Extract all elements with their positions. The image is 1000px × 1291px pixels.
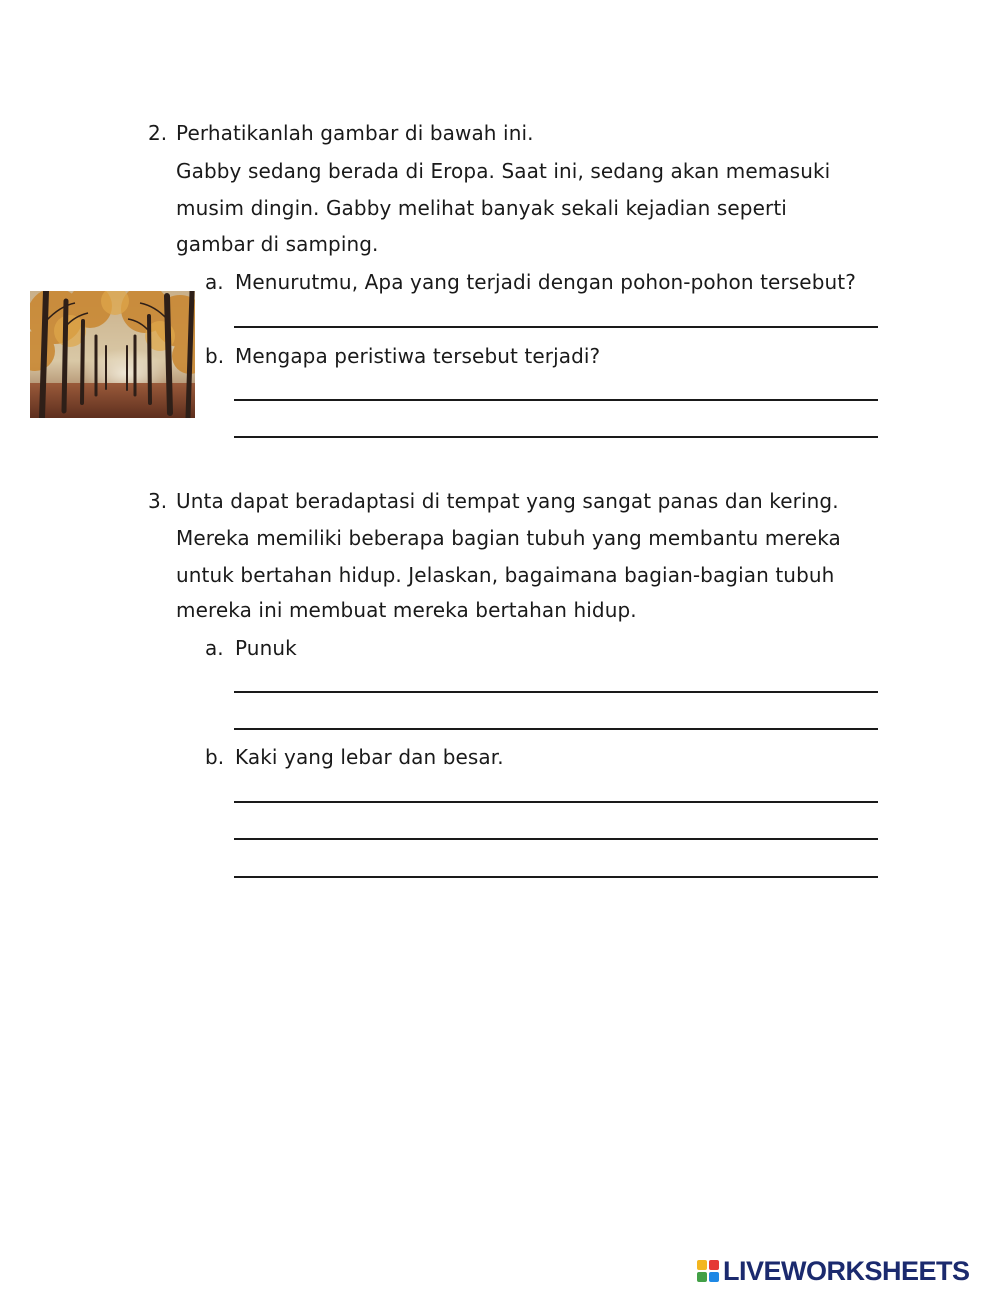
- answer-line[interactable]: [234, 326, 878, 328]
- liveworksheets-brand[interactable]: [697, 1253, 970, 1289]
- question-3b-label: b.: [205, 745, 225, 769]
- answer-line[interactable]: [234, 838, 878, 840]
- question-2-line: Gabby sedang berada di Eropa. Saat ini, sedang akan memasuki: [176, 159, 831, 183]
- question-2b-text: Mengapa peristiwa tersebut terjadi?: [235, 344, 601, 368]
- question-2-line: gambar di samping.: [176, 232, 379, 256]
- autumn-trees-photo-icon: [30, 291, 195, 418]
- answer-line[interactable]: [234, 436, 878, 438]
- question-3-number: 3.: [148, 489, 168, 513]
- answer-line[interactable]: [234, 728, 878, 730]
- answer-line[interactable]: [234, 801, 878, 803]
- question-3-line: Unta dapat beradaptasi di tempat yang sangat panas dan kering.: [176, 489, 839, 513]
- answer-line[interactable]: [234, 876, 878, 878]
- question-2b-label: b.: [205, 344, 225, 368]
- answer-line[interactable]: [234, 691, 878, 693]
- question-2a-label: a.: [205, 270, 224, 294]
- question-2-line: Perhatikanlah gambar di bawah ini.: [176, 121, 534, 145]
- liveworksheets-logo-icon: [697, 1260, 719, 1282]
- question-3b-text: Kaki yang lebar dan besar.: [235, 745, 504, 769]
- question-3-line: mereka ini membuat mereka bertahan hidup.: [176, 598, 637, 622]
- question-2a-text: Menurutmu, Apa yang terjadi dengan pohon-pohon tersebut?: [235, 270, 856, 294]
- question-3-line: untuk bertahan hidup. Jelaskan, bagaimana bagian-bagian tubuh: [176, 563, 835, 587]
- brand-name: LIVEWORKSHEETS: [723, 1255, 970, 1286]
- answer-line[interactable]: [234, 399, 878, 401]
- question-2-line: musim dingin. Gabby melihat banyak sekali kejadian seperti: [176, 196, 787, 220]
- question-2-number: 2.: [148, 121, 168, 145]
- question-3-line: Mereka memiliki beberapa bagian tubuh yang membantu mereka: [176, 526, 841, 550]
- question-3a-text: Punuk: [235, 636, 297, 660]
- question-3a-label: a.: [205, 636, 224, 660]
